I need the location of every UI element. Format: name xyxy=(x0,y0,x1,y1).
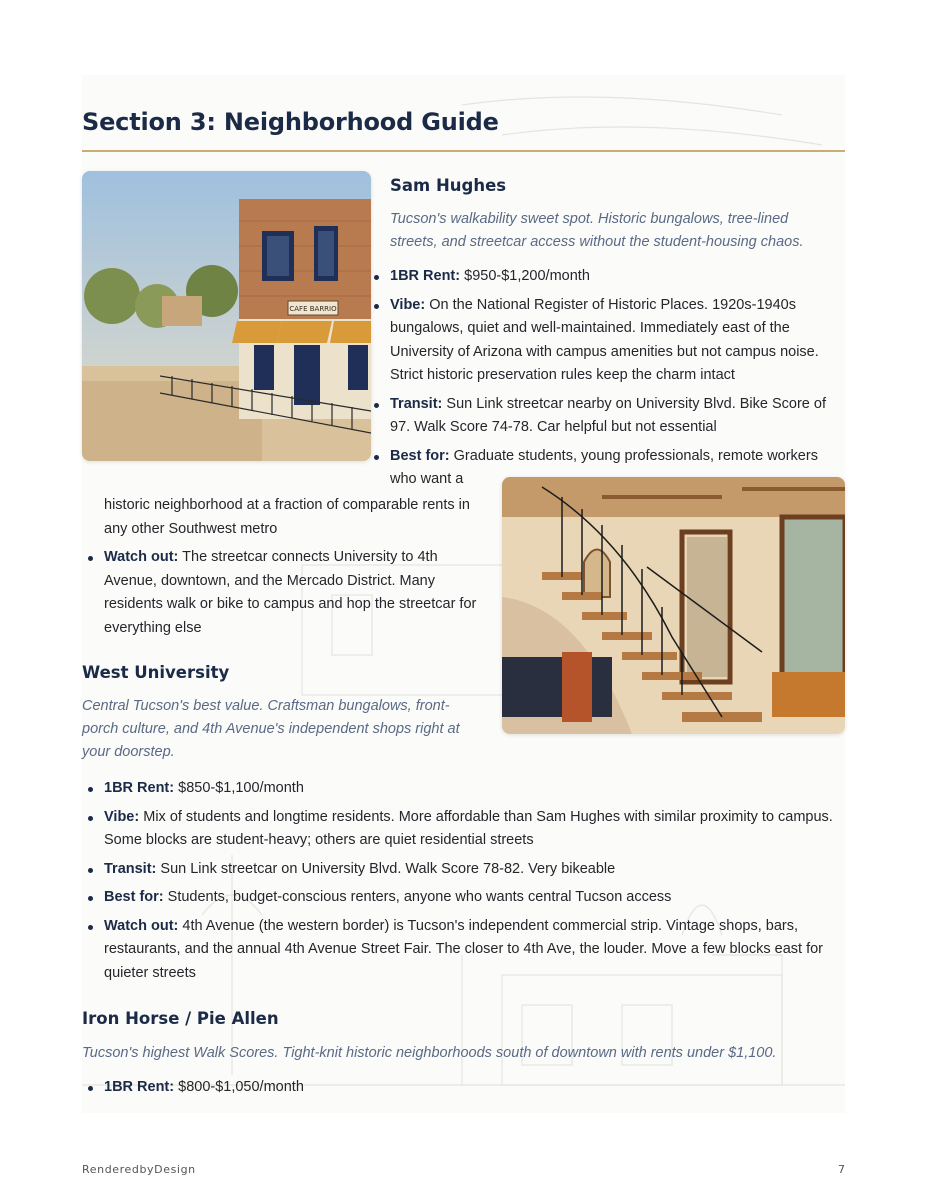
title-divider xyxy=(82,150,845,152)
west-university-tagline: Central Tucson's best value. Craftsman bungalows, front- porch culture, and 4th Avenue's independent shops right at your doorstep. xyxy=(82,698,460,760)
cafe-sign-text: CAFE BARRIO xyxy=(289,305,337,313)
neighborhood-heading-sam-hughes: Sam Hughes xyxy=(390,176,507,195)
sam-hughes-tagline: Tucson's walkability sweet spot. Historic bungalows, tree-lined streets, and streetcar access without the student-housing chaos. xyxy=(390,211,804,250)
list-item: 1BR Rent: $850-$1,100/month xyxy=(82,777,845,801)
page-number: 7 xyxy=(838,1163,845,1176)
iron-horse-bullets xyxy=(82,1076,845,1105)
list-item: Transit: Sun Link streetcar on University Blvd. Walk Score 78-82. Very bikeable xyxy=(82,858,845,882)
list-item-continued: historic neighborhood at a fraction of comparable rents in any other Southwest metro xyxy=(104,497,470,537)
section-title: Section 3: Neighborhood Guide xyxy=(82,108,499,136)
list-item: 1BR Rent: $800-$1,050/month xyxy=(82,1076,845,1100)
list-item: Watch out: 4th Avenue (the western border) is Tucson's independent commercial strip. Vintage shops, bars, restaurants, and the annual 4th Avenue Street Fair. The closer to 4th Ave, the louder. Move a few blocks east for quieter streets xyxy=(82,915,845,986)
list-item: 1BR Rent: $950-$1,200/month xyxy=(368,265,838,289)
neighborhood-heading-iron-horse: Iron Horse / Pie Allen xyxy=(82,1009,279,1028)
sam-hughes-bullets-continued xyxy=(82,494,492,645)
list-item: Vibe: Mix of students and longtime residents. More affordable than Sam Hughes with similar proximity to campus. Some blocks are student-heavy; others are quiet residential streets xyxy=(82,806,845,853)
staircase-interior-photo xyxy=(502,477,845,734)
footer-brand: RenderedbyDesign xyxy=(82,1163,196,1176)
list-item: Transit: Sun Link streetcar nearby on University Blvd. Bike Score of 97. Walk Score 74-78. Car helpful but not essential xyxy=(368,393,838,440)
list-item: Best for: Students, budget-conscious renters, anyone who wants central Tucson access xyxy=(82,886,845,910)
list-item: Vibe: On the National Register of Historic Places. 1920s-1940s bungalows, quiet and well-maintained. Immediately east of the University of Arizona with campus amenities but not campus noise. Strict historic preservation rules keep the charm intact xyxy=(368,294,838,388)
list-item: Best for: Graduate students, young professionals, remote workers who want a xyxy=(368,445,838,492)
list-item: Watch out: The streetcar connects University to 4th Avenue, downtown, and the Mercado District. Many residents walk or bike to campus and hop the streetcar for everything else xyxy=(82,546,492,640)
cafe-barrio-photo xyxy=(82,171,371,461)
iron-horse-tagline: Tucson's highest Walk Scores. Tight-knit historic neighborhoods south of downtown with rents under $1,100. xyxy=(82,1045,777,1061)
west-university-bullets xyxy=(82,777,845,990)
sam-hughes-bullets xyxy=(368,265,838,497)
neighborhood-heading-west-university: West University xyxy=(82,663,230,682)
